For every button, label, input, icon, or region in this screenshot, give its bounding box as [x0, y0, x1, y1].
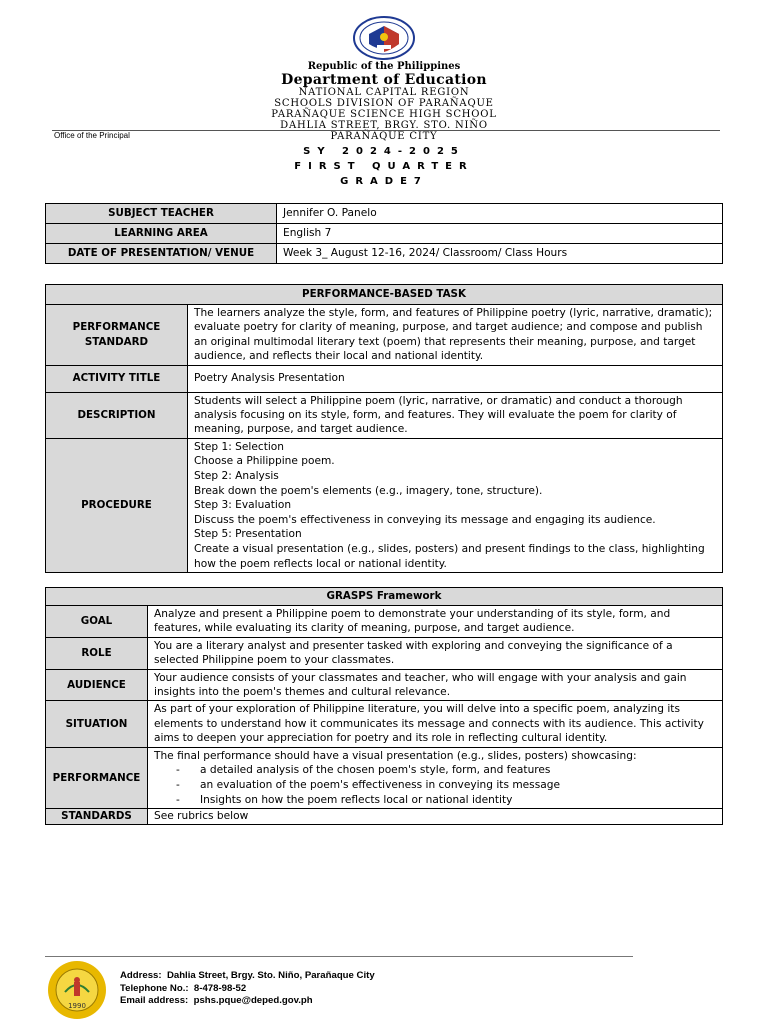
procedure-line: Discuss the poem's effectiveness in conveying its message and engaging its audience.	[194, 513, 656, 526]
role-label: ROLE	[46, 637, 148, 669]
school-line: PARAÑAQUE SCIENCE HIGH SCHOOL	[271, 109, 497, 121]
subject-teacher-label: SUBJECT TEACHER	[46, 204, 277, 224]
procedure-line: Step 5: Presentation	[194, 528, 302, 541]
standards-text: See rubrics below	[148, 809, 723, 824]
quarter-line: FIRST QUARTER	[294, 161, 474, 172]
department-name: Department of Education	[281, 71, 487, 88]
learning-area-label: LEARNING AREA	[46, 224, 277, 244]
table-row	[46, 606, 723, 638]
table-row	[46, 305, 723, 366]
procedure-label: PROCEDURE	[46, 438, 188, 572]
performance-list	[154, 763, 716, 807]
role-text: You are a literary analyst and presenter tasked with exploring and conveying the significance of a selected Philippine poem to your classmates.	[148, 637, 723, 669]
division-line: SCHOOLS DIVISION OF PARAÑAQUE	[274, 98, 494, 110]
school-logo-icon	[45, 960, 109, 1020]
procedure-line: Step 2: Analysis	[194, 470, 279, 483]
letterhead	[0, 16, 768, 142]
republic-line: Republic of the Philippines	[307, 61, 461, 72]
performance-cell	[148, 747, 723, 809]
region-line: NATIONAL CAPITAL REGION	[298, 87, 470, 99]
goal-text: Analyze and present a Philippine poem to demonstrate your understanding of its style, form, and features, while evaluating its clarity of meaning, purpose, and target audience.	[148, 606, 723, 638]
activity-title-text: Poetry Analysis Presentation	[188, 365, 723, 392]
table-row	[46, 204, 723, 224]
table-row	[46, 588, 723, 606]
list-item: - an evaluation of the poem's effectiveness in conveying its message	[176, 778, 560, 791]
grade-line: GRADE7	[340, 176, 428, 187]
pbt-heading: PERFORMANCE-BASED TASK	[46, 285, 723, 305]
learning-area-value: English 7	[277, 224, 723, 244]
info-table	[45, 203, 723, 264]
school-year: SY 2024-2025	[303, 146, 465, 157]
procedure-steps	[188, 438, 723, 572]
table-row	[46, 438, 723, 572]
footer-phone: Telephone No.: 8-478-98-52	[120, 982, 247, 994]
performance-standard-text: The learners analyze the style, form, and features of Philippine poetry (lyric, narrative, dramatic); evaluate poetry for clarity of meaning, purpose, and target audience; and compose and publish an original multimodal literary text (poem) that represents their meaning, purpose, and target audience, and reflects their local and national identity.	[188, 305, 723, 366]
table-row	[46, 285, 723, 305]
description-label: DESCRIPTION	[46, 392, 188, 438]
grasps-table	[45, 587, 723, 825]
situation-label: SITUATION	[46, 701, 148, 747]
standards-label: STANDARDS	[46, 809, 148, 824]
footer-address: Address: Dahlia Street, Brgy. Sto. Niño, Parañaque City	[120, 970, 375, 981]
procedure-line: Choose a Philippine poem.	[194, 455, 335, 468]
table-row	[46, 747, 723, 809]
performance-label: PERFORMANCE	[46, 747, 148, 809]
document-title	[0, 144, 768, 189]
office-label: Office of the Principal	[54, 131, 130, 140]
procedure-line: Step 1: Selection	[194, 440, 284, 453]
situation-text: As part of your exploration of Philippine literature, you will delve into a specific poem, analyzing its elements to understand how it communicates its message and connects with its audience. This activity aims to deepen your appreciation for poetry and its role in reflecting cultural identity.	[148, 701, 723, 747]
logo-year: 1990	[68, 1002, 86, 1010]
deped-seal-icon	[351, 16, 417, 60]
subject-teacher-value: Jennifer O. Panelo	[277, 204, 723, 224]
procedure-line: Create a visual presentation (e.g., slides, posters) and present findings to the class, highlighting how the poem reflects local or national identity.	[194, 543, 705, 570]
table-row	[46, 701, 723, 747]
performance-task-table	[45, 284, 723, 573]
footer-email: Email address: pshs.pque@deped.gov.ph	[120, 995, 313, 1006]
activity-title-label: ACTIVITY TITLE	[46, 365, 188, 392]
street-line: DAHLIA STREET, BRGY. STO. NIÑO	[280, 120, 488, 132]
table-row	[46, 669, 723, 701]
audience-label: AUDIENCE	[46, 669, 148, 701]
date-venue-label: DATE OF PRESENTATION/ VENUE	[46, 244, 277, 264]
audience-text: Your audience consists of your classmates and teacher, who will engage with your analysis and gain insights into the poem's themes and cultural relevance.	[148, 669, 723, 701]
city-line: PARAÑAQUE CITY	[330, 131, 438, 143]
goal-label: GOAL	[46, 606, 148, 638]
table-row	[46, 365, 723, 392]
table-row	[46, 637, 723, 669]
table-row	[46, 392, 723, 438]
list-item: - Insights on how the poem reflects local or national identity	[176, 793, 513, 806]
description-text: Students will select a Philippine poem (lyric, narrative, or dramatic) and conduct a thorough analysis focusing on its style, form, and features. They will evaluate the poem for clarity of meaning, purpose, and target audience.	[188, 392, 723, 438]
date-venue-value: Week 3_ August 12-16, 2024/ Classroom/ Class Hours	[277, 244, 723, 264]
header-divider	[52, 130, 720, 131]
list-item: - a detailed analysis of the chosen poem's style, form, and features	[176, 764, 551, 777]
table-row	[46, 224, 723, 244]
procedure-line: Break down the poem's elements (e.g., imagery, tone, structure).	[194, 484, 543, 497]
footer-contact	[120, 970, 375, 1008]
table-row	[46, 809, 723, 824]
grasps-heading: GRASPS Framework	[46, 588, 723, 606]
footer-divider	[45, 956, 633, 957]
table-row	[46, 244, 723, 264]
performance-intro: The final performance should have a visual presentation (e.g., slides, posters) showcasing:	[154, 749, 637, 762]
performance-standard-label: PERFORMANCE STANDARD	[46, 305, 188, 366]
procedure-line: Step 3: Evaluation	[194, 499, 292, 512]
